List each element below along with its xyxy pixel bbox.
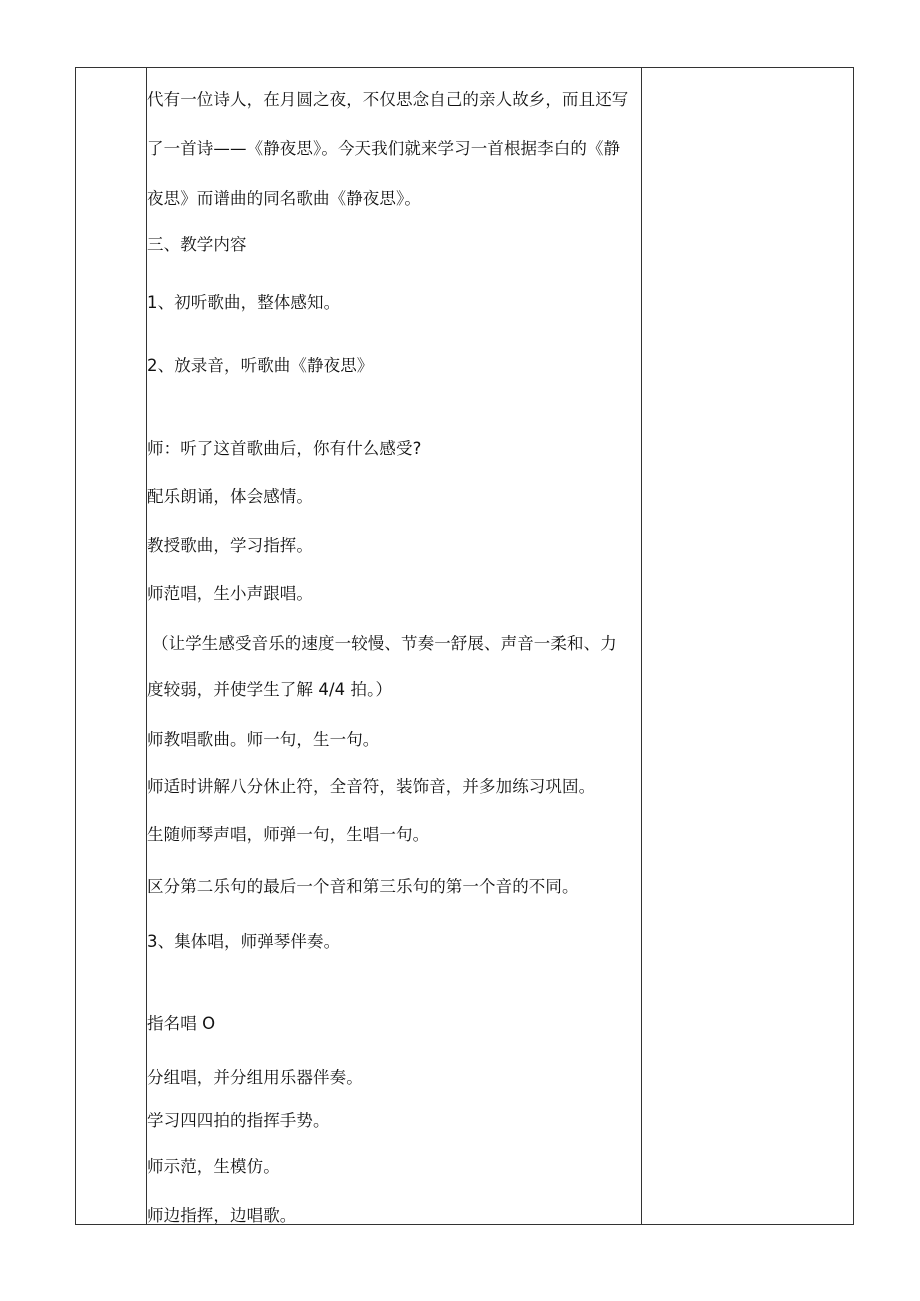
text-line: 师示范，生模仿。 bbox=[147, 1157, 280, 1176]
text-line: 3、集体唱，师弹琴伴奏。 bbox=[147, 932, 341, 951]
text-line: 指名唱 O bbox=[147, 1014, 216, 1033]
text-line: 分组唱，并分组用乐器伴奏。 bbox=[147, 1068, 363, 1087]
text-line: 师：听了这首歌曲后，你有什么感受? bbox=[147, 439, 422, 458]
text-line: 教授歌曲，学习指挥。 bbox=[147, 536, 313, 555]
lesson-content-cell bbox=[147, 68, 641, 1224]
right-column-divider bbox=[641, 68, 642, 1224]
text-line: 区分第二乐句的最后一个音和第三乐句的第一个音的不同。 bbox=[147, 877, 579, 896]
text-line: 师适时讲解八分休止符，全音符，装饰音，并多加练习巩固。 bbox=[147, 777, 596, 796]
text-line: 师范唱，生小声跟唱。 bbox=[147, 584, 313, 603]
text-line: 度较弱，并使学生了解 4/4 拍。） bbox=[147, 680, 393, 699]
text-line: 2、放录音，听歌曲《静夜思》 bbox=[147, 356, 374, 375]
lesson-table bbox=[75, 67, 854, 1225]
text-line: 代有一位诗人，在月圆之夜，不仅思念自己的亲人故乡，而且还写 bbox=[147, 90, 629, 109]
text-line: 生随师琴声唱，师弹一句，生唱一句。 bbox=[147, 825, 430, 844]
text-line: 配乐朗诵，体会感情。 bbox=[147, 487, 313, 506]
text-line: （让学生感受音乐的速度一较慢、节奏一舒展、声音一柔和、力 bbox=[152, 634, 617, 653]
text-line: 师边指挥，边唱歌。 bbox=[147, 1206, 297, 1224]
text-line: 学习四四拍的指挥手势。 bbox=[147, 1111, 330, 1130]
text-line: 师教唱歌曲。师一句，生一句。 bbox=[147, 730, 380, 749]
text-line: 了一首诗——《静夜思》。今天我们就来学习一首根据李白的《静 bbox=[147, 139, 621, 158]
section-heading: 三、教学内容 bbox=[147, 235, 247, 254]
text-line: 夜思》而谱曲的同名歌曲《静夜思》。 bbox=[147, 189, 421, 208]
text-line: 1、初听歌曲，整体感知。 bbox=[147, 293, 341, 312]
